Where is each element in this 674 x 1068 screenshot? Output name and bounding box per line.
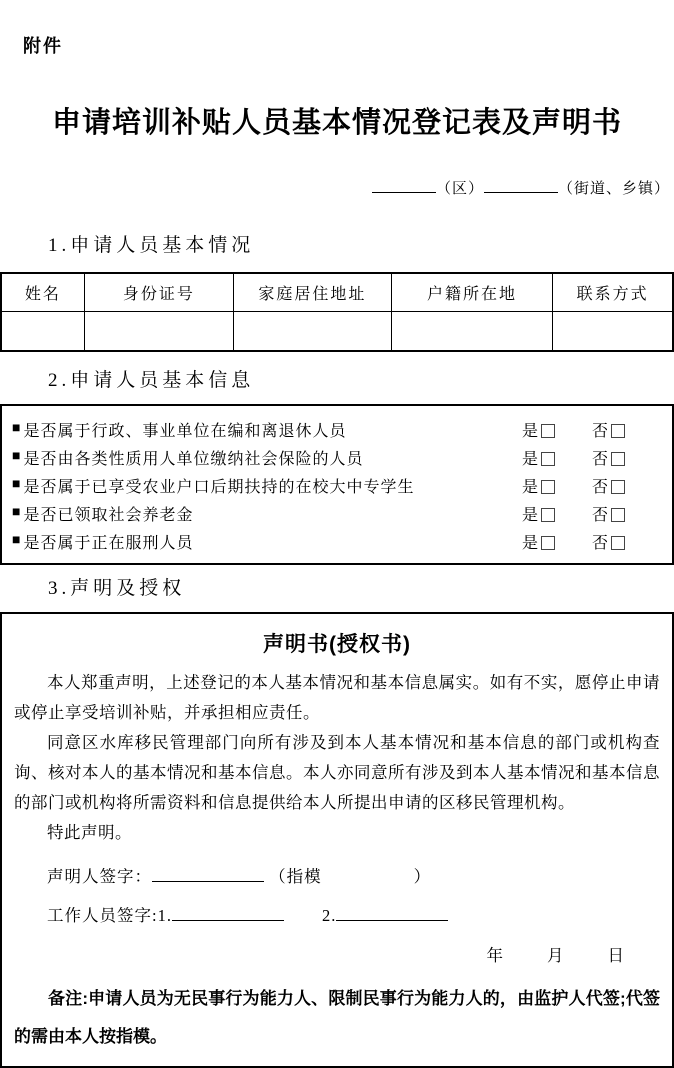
staff2-prefix: 2. bbox=[321, 906, 337, 925]
table-header-row bbox=[1, 273, 673, 311]
cell-id-number-field[interactable] bbox=[84, 311, 233, 351]
filled-square-bullet-icon: ■ bbox=[12, 449, 22, 464]
checklist-item-label: 是否已领取社会养老金 bbox=[23, 506, 194, 524]
filled-square-bullet-icon: ■ bbox=[12, 533, 22, 548]
declaration-box bbox=[0, 612, 674, 1068]
no-label: 否 bbox=[592, 534, 610, 552]
cell-name-field[interactable] bbox=[1, 311, 84, 351]
declarant-signature-label: 声明人签字： bbox=[47, 867, 152, 886]
no-label: 否 bbox=[592, 506, 610, 524]
staff1-prefix: 1. bbox=[157, 906, 172, 925]
no-label: 否 bbox=[592, 450, 610, 468]
section2-heading: 2.申请人员基本信息 bbox=[48, 370, 255, 391]
section1-heading: 1.申请人员基本情况 bbox=[48, 235, 255, 256]
eligibility-checklist bbox=[0, 404, 674, 565]
col-header-home-address: 家庭居住地址 bbox=[233, 273, 391, 311]
basic-info-table bbox=[0, 272, 674, 352]
col-header-name: 姓名 bbox=[1, 273, 84, 311]
cell-registered-residence-field[interactable] bbox=[391, 311, 552, 351]
yes-label: 是 bbox=[522, 478, 540, 496]
document-page bbox=[0, 32, 674, 1068]
street-blank-field[interactable] bbox=[484, 178, 558, 193]
declaration-paragraph-2: 同意区水库移民管理部门向所有涉及到本人基本情况和基本信息的部门或机构查询、核对本人的基本情况和基本信息。本人亦同意所有涉及到本人基本情况和基本信息的部门或机构将所需资料和信息提供给本人所提出申请的区移民管理机构。 bbox=[14, 733, 660, 812]
month-label: 月 bbox=[547, 946, 564, 965]
yes-label: 是 bbox=[522, 450, 540, 468]
col-header-registered-residence: 户籍所在地 bbox=[391, 273, 552, 311]
checklist-item bbox=[12, 415, 648, 443]
checklist-item bbox=[12, 443, 648, 471]
no-checkbox[interactable] bbox=[611, 452, 625, 466]
yes-checkbox[interactable] bbox=[541, 480, 555, 494]
note-text: 备注:申请人员为无民事行为能力人、限制民事行为能力人的，由监护人代签;代签的需由本人按指模。 bbox=[14, 989, 660, 1046]
no-checkbox[interactable] bbox=[611, 536, 625, 550]
fingerprint-label: （指模 bbox=[269, 867, 322, 886]
no-checkbox[interactable] bbox=[611, 424, 625, 438]
filled-square-bullet-icon: ■ bbox=[12, 421, 22, 436]
yes-checkbox[interactable] bbox=[541, 536, 555, 550]
year-label: 年 bbox=[486, 946, 503, 965]
filled-square-bullet-icon: ■ bbox=[12, 505, 22, 520]
cell-contact-field[interactable] bbox=[553, 311, 673, 351]
no-checkbox[interactable] bbox=[611, 480, 625, 494]
staff2-signature-blank[interactable] bbox=[336, 905, 448, 921]
declarant-signature-blank[interactable] bbox=[152, 866, 264, 882]
checklist-item bbox=[12, 471, 648, 499]
fingerprint-close-paren: ） bbox=[413, 867, 432, 886]
no-label: 否 bbox=[592, 478, 610, 496]
checklist-item-label: 是否属于行政、事业单位在编和离退休人员 bbox=[23, 422, 347, 440]
staff-signature-label: 工作人员签字: bbox=[47, 906, 158, 925]
checklist-item bbox=[12, 527, 648, 555]
declaration-title: 声明书(授权书) bbox=[263, 633, 411, 656]
yes-checkbox[interactable] bbox=[541, 452, 555, 466]
declarant-signature-line bbox=[47, 863, 660, 887]
yes-label: 是 bbox=[522, 506, 540, 524]
staff-signature-line bbox=[47, 902, 660, 926]
yes-label: 是 bbox=[522, 534, 540, 552]
yes-checkbox[interactable] bbox=[541, 424, 555, 438]
declaration-paragraph-1: 本人郑重声明，上述登记的本人基本情况和基本信息属实。如有不实，愿停止申请或停止享受培训补贴，并承担相应责任。 bbox=[14, 673, 660, 722]
section3-heading: 3.声明及授权 bbox=[48, 578, 186, 599]
no-label: 否 bbox=[592, 422, 610, 440]
checklist-item-label: 是否属于正在服刑人员 bbox=[23, 534, 194, 552]
table-row bbox=[1, 311, 673, 351]
col-header-contact: 联系方式 bbox=[553, 273, 673, 311]
attachment-label: 附件 bbox=[23, 36, 63, 56]
declaration-closing: 特此声明。 bbox=[47, 823, 132, 842]
region-blank-field[interactable] bbox=[372, 178, 436, 193]
col-header-id-number: 身份证号 bbox=[84, 273, 233, 311]
checklist-item-label: 是否由各类性质用人单位缴纳社会保险的人员 bbox=[23, 450, 364, 468]
filled-square-bullet-icon: ■ bbox=[12, 477, 22, 492]
checklist-item bbox=[12, 499, 648, 527]
page-title: 申请培训补贴人员基本情况登记表及声明书 bbox=[51, 107, 622, 139]
day-label: 日 bbox=[607, 946, 624, 965]
date-line bbox=[14, 942, 660, 966]
no-checkbox[interactable] bbox=[611, 508, 625, 522]
staff1-signature-blank[interactable] bbox=[172, 905, 284, 921]
region-line bbox=[0, 177, 674, 198]
street-label: （街道、乡镇） bbox=[557, 181, 670, 197]
checklist-item-label: 是否属于已享受农业户口后期扶持的在校大中专学生 bbox=[23, 478, 415, 496]
yes-label: 是 bbox=[522, 422, 540, 440]
cell-home-address-field[interactable] bbox=[233, 311, 391, 351]
region-label: （区） bbox=[435, 181, 484, 197]
yes-checkbox[interactable] bbox=[541, 508, 555, 522]
